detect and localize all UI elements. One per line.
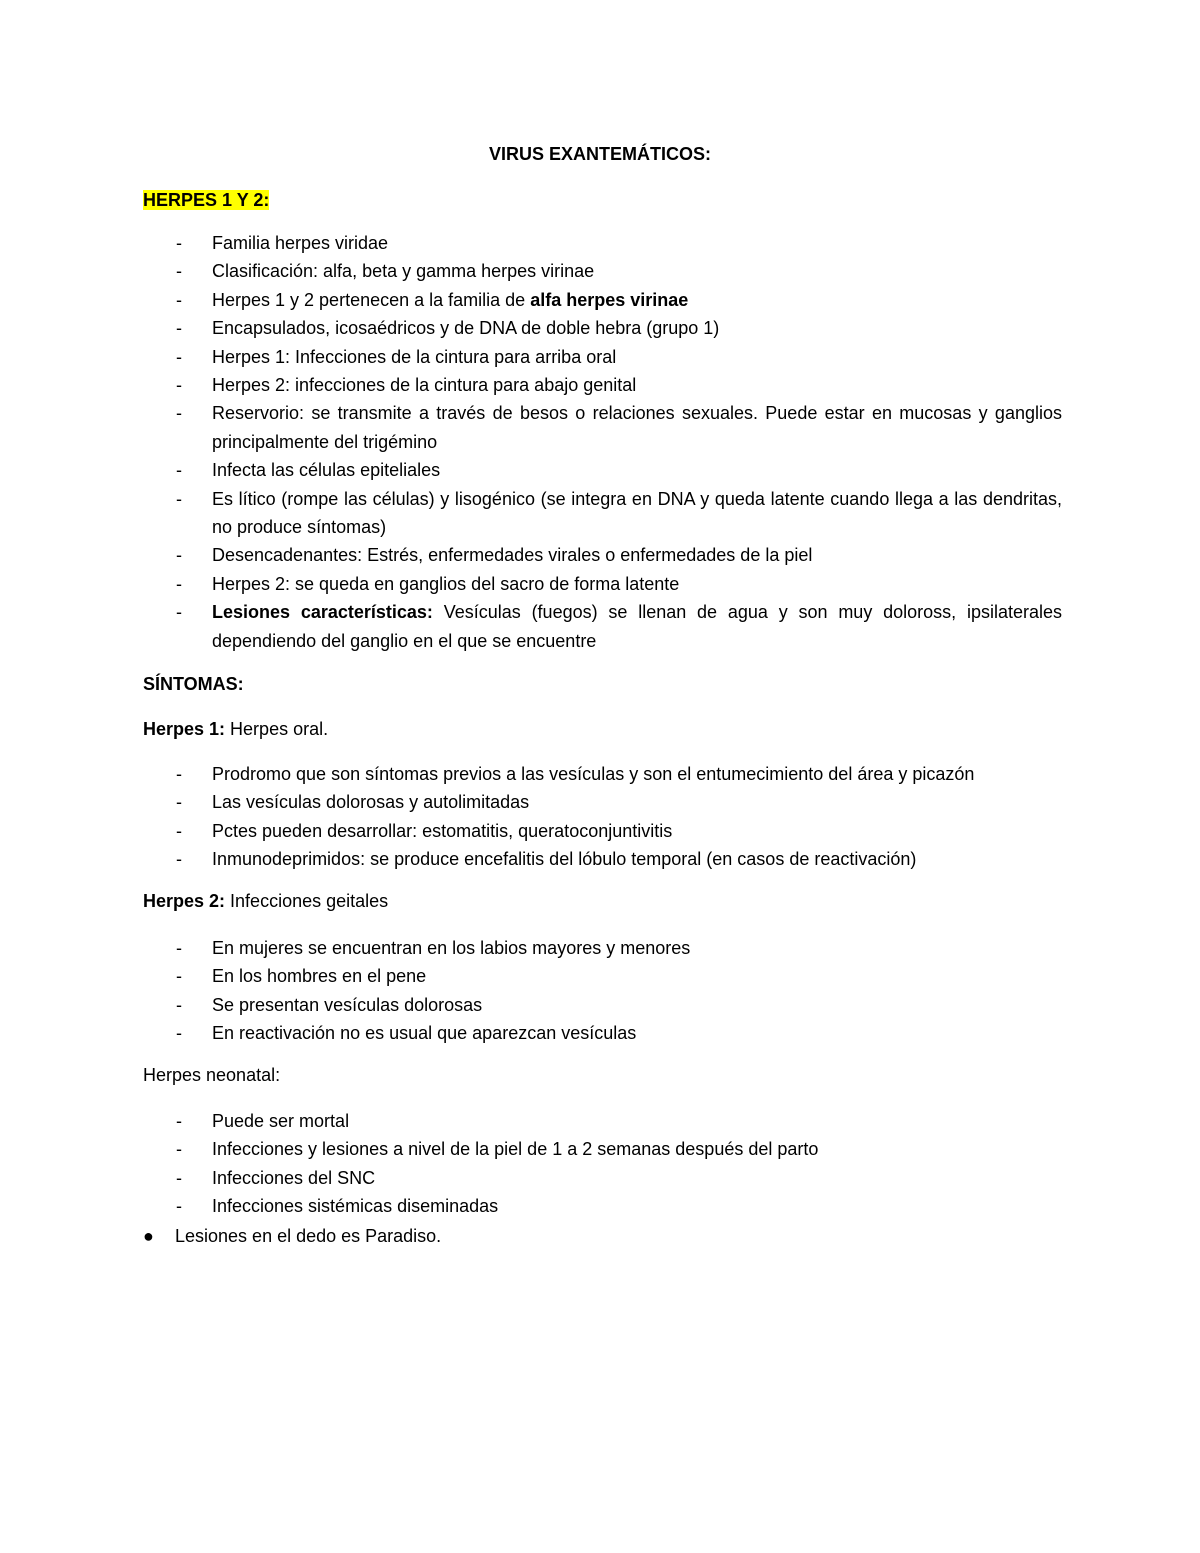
- list-item: - Infecciones y lesiones a nivel de la piel de 1 a 2 semanas después del parto: [176, 1139, 819, 1160]
- list-item: - Prodromo que son síntomas previos a las vesículas y son el entumecimiento del área y picazón: [176, 764, 975, 784]
- neonatal-heading: Herpes neonatal:: [143, 1065, 281, 1085]
- list-item: - En reactivación no es usual que aparezcan vesículas: [176, 1023, 637, 1044]
- list-item: - Familia herpes viridae: [176, 233, 389, 253]
- list-item: - Puede ser mortal: [176, 1111, 350, 1131]
- list-item: - Desencadenantes: Estrés, enfermedades virales o enfermedades de la piel: [176, 545, 813, 566]
- list-item: - Se presentan vesículas dolorosas: [176, 994, 483, 1015]
- list-item: - Encapsulados, icosaédricos y de DNA de doble hebra (grupo 1): [176, 318, 720, 339]
- bullet-icon: ●: [143, 1226, 154, 1246]
- herpes2-symptoms-list: [0, 934, 1200, 1048]
- highlighted-heading: HERPES 1 Y 2:: [143, 190, 270, 210]
- list-item: - Es lítico (rompe las células) y lisogénico (se integra en DNA y queda latente cuando llega a las dendritas, no produce síntomas): [176, 488, 1062, 538]
- list-item: - Herpes 2: infecciones de la cintura para abajo genital: [176, 375, 637, 396]
- list-item: - Reservorio: se transmite a través de besos o relaciones sexuales. Puede estar en mucosas y ganglios principalmente del trigémino: [176, 403, 1062, 452]
- list-item: - Herpes 2: se queda en ganglios del sacro de forma latente: [176, 573, 680, 594]
- list-item: - Infecciones sistémicas diseminadas: [176, 1196, 499, 1217]
- list-item: - Lesiones características: Vesículas (fuegos) se llenan de agua y son muy doloross, ipsilaterales dependiendo del ganglio en el que se encuentre: [176, 602, 1062, 651]
- herpes1-symptoms-list: [0, 760, 1200, 874]
- neonatal-list: [0, 1107, 1200, 1221]
- bullet-note: ● Lesiones en el dedo es Paradiso.: [143, 1226, 442, 1246]
- list-item: - Herpes 1: Infecciones de la cintura para arriba oral: [176, 346, 617, 367]
- list-item: - En los hombres en el pene: [176, 966, 427, 987]
- list-item: - Inmunodeprimidos: se produce encefalitis del lóbulo temporal (en casos de reactivación): [176, 849, 917, 870]
- herpes1-heading: Herpes 1: Herpes oral.: [143, 719, 329, 739]
- list-item: - Infecciones del SNC: [176, 1167, 376, 1188]
- list-item: - Herpes 1 y 2 pertenecen a la familia de alfa herpes virinae: [176, 289, 689, 310]
- page-title: VIRUS EXANTEMÁTICOS:: [488, 144, 711, 164]
- list-item: - Pctes pueden desarrollar: estomatitis, queratoconjuntivitis: [176, 820, 673, 841]
- list-item: - Infecta las células epiteliales: [176, 460, 441, 481]
- list-item: - Clasificación: alfa, beta y gamma herpes virinae: [176, 261, 595, 282]
- herpes-facts-list: [0, 229, 1200, 655]
- list-item: - Las vesículas dolorosas y autolimitadas: [176, 792, 530, 813]
- list-item: - En mujeres se encuentran en los labios mayores y menores: [176, 938, 691, 958]
- sintomas-heading: SÍNTOMAS:: [143, 674, 244, 694]
- herpes2-heading: Herpes 2: Infecciones geitales: [143, 891, 389, 911]
- section-heading-herpes: [143, 190, 269, 211]
